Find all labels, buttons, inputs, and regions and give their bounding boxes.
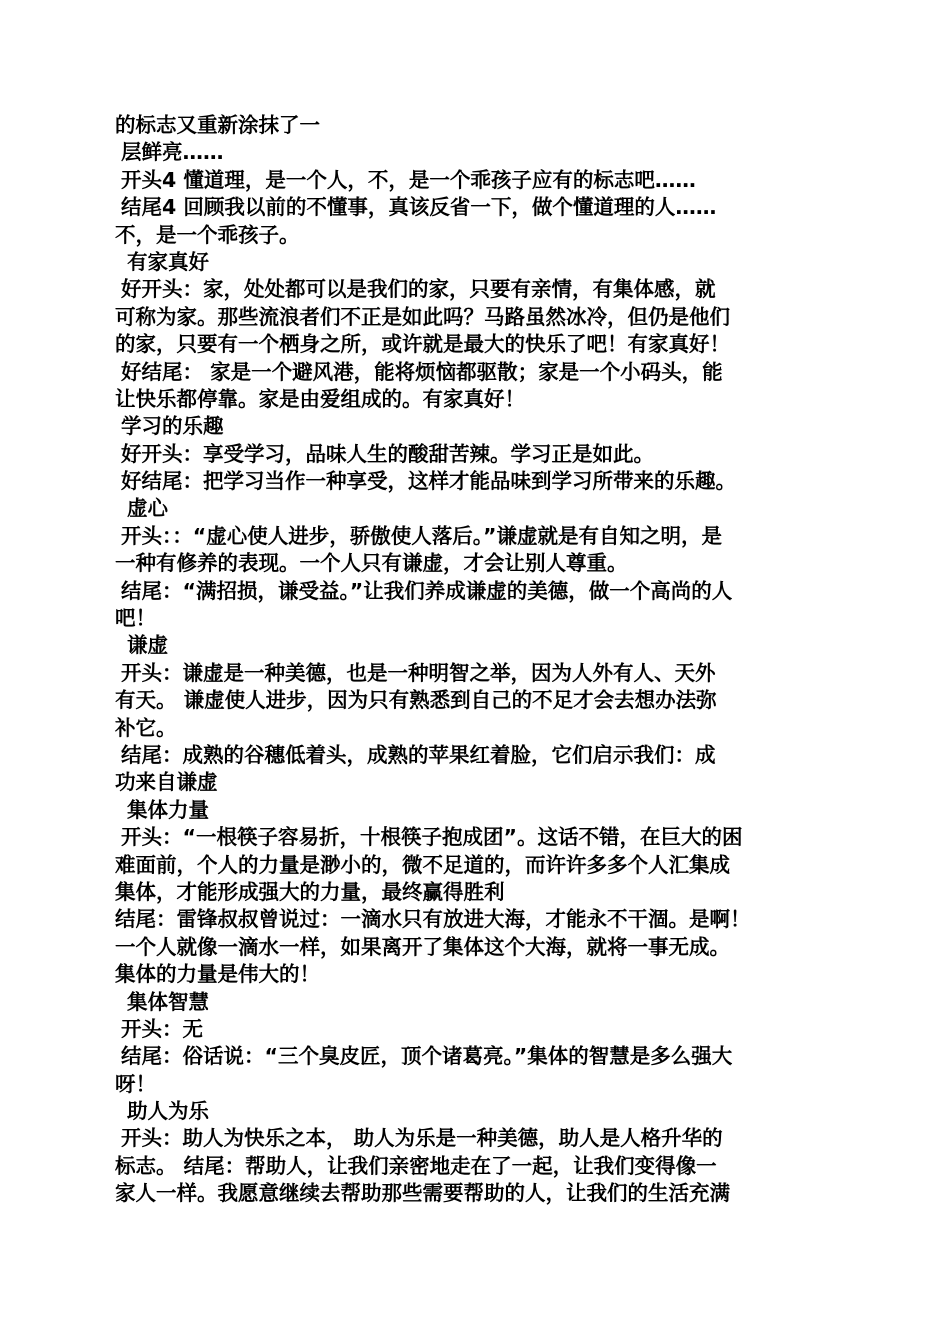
text-line: 有天。 谦虚使人进步，因为只有熟悉到自己的不足才会去想办法弥 — [115, 688, 717, 713]
document-page — [115, 112, 845, 1208]
text-line: 虚心 — [127, 496, 168, 521]
text-line: 呀！ — [115, 1071, 156, 1096]
text-line: 不，是一个乖孩子。 — [115, 222, 300, 247]
text-line: 好开头：享受学习，品味人生的酸甜苦辣。学习正是如此。 — [121, 441, 654, 466]
text-line: 好结尾：把学习当作一种享受，这样才能品味到学习所带来的乐趣。 — [121, 469, 736, 494]
text-line: 集体，才能形成强大的力量，最终赢得胜利 — [115, 879, 505, 904]
text-line: 学习的乐趣 — [121, 414, 224, 439]
text-line: 的家，只要有一个栖身之所，或许就是最大的快乐了吧！有家真好！ — [115, 332, 730, 357]
text-line: 好结尾： 家是一个避风港，能将烦恼都驱散；家是一个小码头，能 — [121, 359, 723, 384]
text-line: 结尾4 回顾我以前的不懂事，真该反省一下，做个懂道理的人…… — [121, 195, 717, 220]
text-line: 结尾：成熟的谷穗低着头，成熟的苹果红着脸，它们启示我们：成 — [121, 742, 716, 767]
text-line: 补它。 — [115, 715, 177, 740]
text-line: 结尾：“满招损，谦受益。”让我们养成谦虚的美德，做一个高尚的人 — [121, 578, 733, 603]
text-line: 层鲜亮…… — [121, 140, 224, 165]
text-line: 好开头：家，处处都可以是我们的家，只要有亲情，有集体感，就 — [121, 277, 716, 302]
text-line: 的标志又重新涂抹了一 — [115, 113, 320, 137]
text-line: 集体的力量是伟大的！ — [115, 962, 320, 987]
text-line: 吧！ — [115, 606, 156, 631]
text-line: 谦虚 — [127, 633, 168, 658]
text-line: 开头：“一根筷子容易折，十根筷子抱成团”。这话不错，在巨大的困 — [121, 825, 743, 850]
text-line: 开头：：“虚心使人进步，骄傲使人落后。”谦虚就是有自知之明，是 — [121, 523, 722, 548]
text-line: 家人一样。我愿意继续去帮助那些需要帮助的人，让我们的生活充满 — [115, 1181, 730, 1206]
text-line: 开头4 懂道理，是一个人，不，是一个乖孩子应有的标志吧…… — [121, 167, 696, 192]
text-line: 开头：无 — [121, 1016, 203, 1041]
text-line: 助人为乐 — [127, 1099, 209, 1124]
text-line: 集体力量 — [127, 797, 209, 822]
text-line: 难面前，个人的力量是渺小的，微不足道的，而许许多多个人汇集成 — [115, 852, 730, 877]
text-line: 一个人就像一滴水一样，如果离开了集体这个大海，就将一事无成。 — [115, 934, 730, 959]
text-line: 结尾：雷锋叔叔曾说过：一滴水只有放进大海，才能永不干涸。是啊！ — [115, 907, 751, 932]
text-line: 开头：谦虚是一种美德，也是一种明智之举，因为人外有人、天外 — [121, 660, 716, 685]
text-line: 标志。 结尾：帮助人，让我们亲密地走在了一起，让我们变得像一 — [115, 1153, 717, 1178]
text-line: 可称为家。那些流浪者们不正是如此吗？马路虽然冰冷，但仍是他们 — [115, 304, 730, 329]
text-line: 结尾：俗话说：“三个臭皮匠，顶个诸葛亮。”集体的智慧是多么强大 — [121, 1044, 733, 1069]
text-line: 有家真好 — [127, 249, 209, 274]
text-line: 集体智慧 — [127, 989, 209, 1014]
text-line: 开头：助人为快乐之本， 助人为乐是一种美德，助人是人格升华的 — [121, 1126, 723, 1151]
text-line: 让快乐都停靠。家是由爱组成的。有家真好！ — [115, 386, 525, 411]
text-line: 一种有修养的表现。一个人只有谦虚，才会让别人尊重。 — [115, 551, 628, 576]
text-line: 功来自谦虚 — [115, 770, 218, 795]
